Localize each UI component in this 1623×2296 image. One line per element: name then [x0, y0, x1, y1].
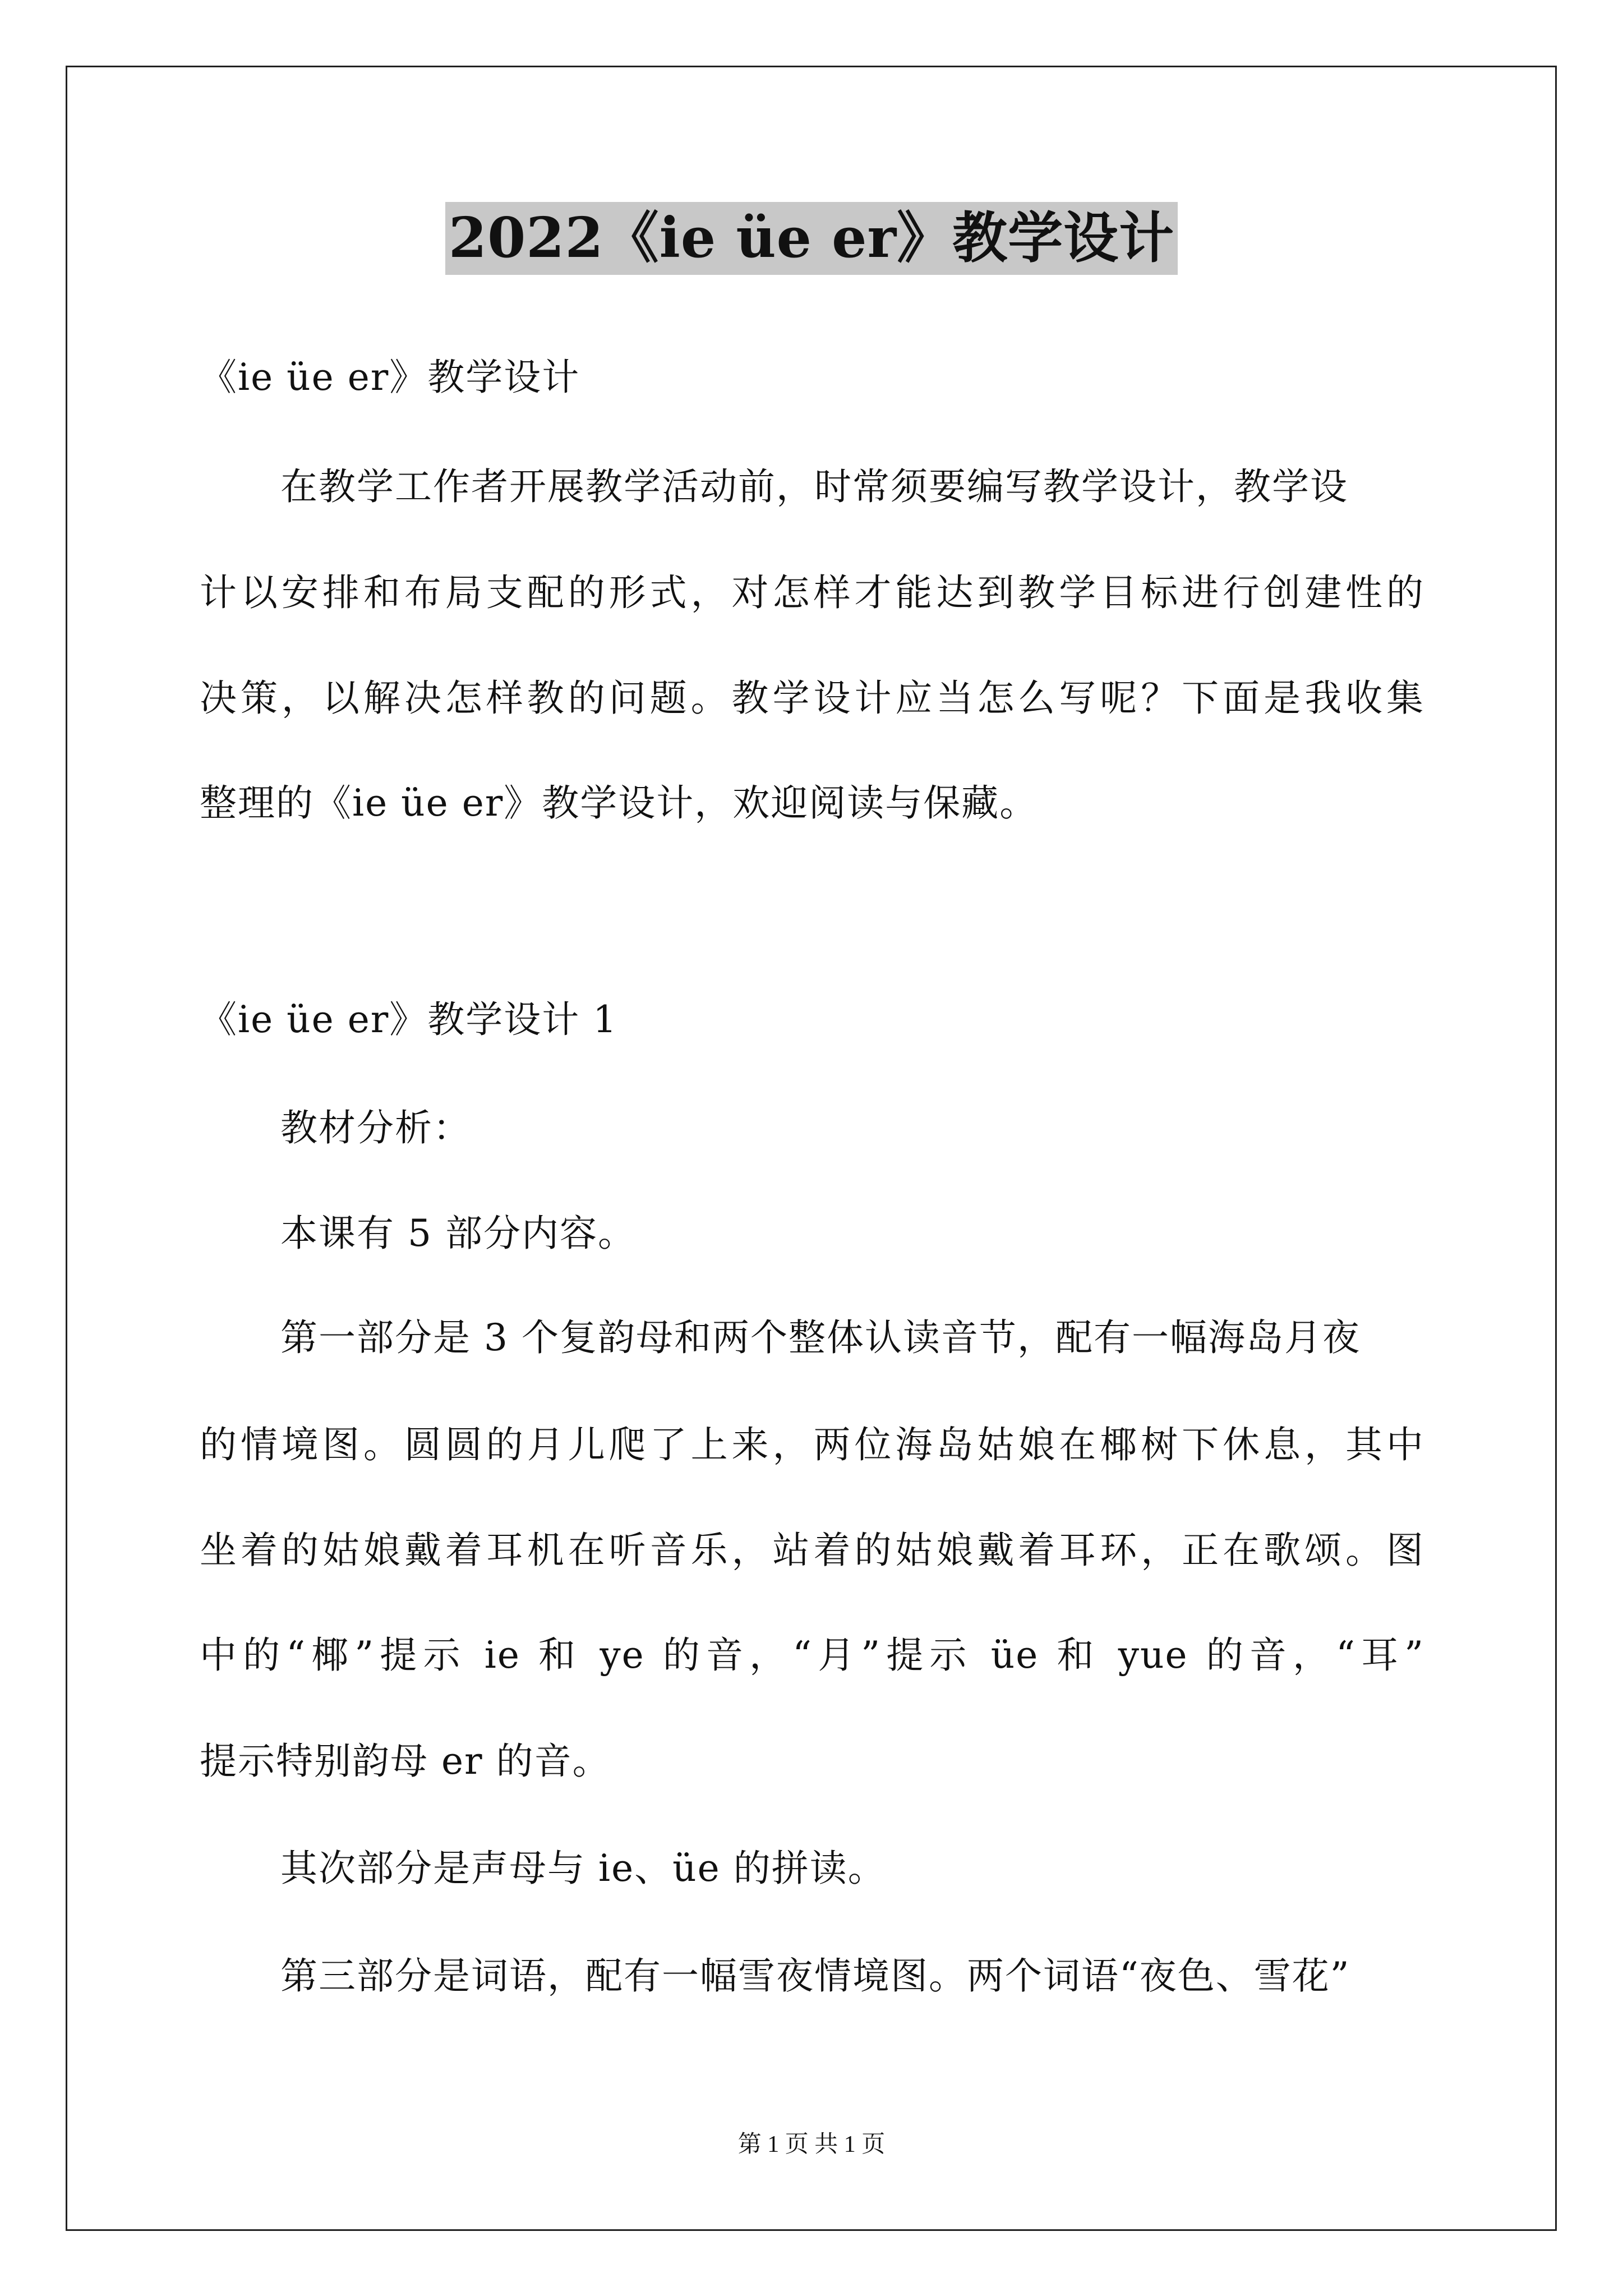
intro-line-4: 整理的《ie üe er》教学设计，欢迎阅读与保藏。: [200, 781, 1038, 825]
part2-line: 其次部分是声母与 ie、üe 的拼读。: [280, 1847, 886, 1890]
title-container: [0, 202, 1623, 275]
part1-line-1: 第一部分是 3 个复韵母和两个整体认读音节，配有一幅海岛月夜: [280, 1316, 1361, 1359]
section-heading: 《ie üe er》教学设计 1: [200, 998, 618, 1041]
part1-line-5: 提示特别韵母 er 的音。: [200, 1740, 611, 1783]
part1-line-3: 坐着的姑娘戴着耳机在听音乐，站着的姑娘戴着耳环，正在歌颂。图: [200, 1529, 1424, 1572]
part1-line-2: 的情境图。圆圆的月儿爬了上来，两位海岛姑娘在椰树下休息，其中: [200, 1423, 1424, 1466]
document-title: 2022《ie üe er》教学设计: [445, 202, 1178, 275]
intro-line-1: 在教学工作者开展教学活动前，时常须要编写教学设计，教学设: [280, 465, 1348, 508]
intro-line-3: 决策，以解决怎样教的问题。教学设计应当怎么写呢？下面是我收集: [200, 677, 1424, 720]
content-count: 本课有 5 部分内容。: [280, 1212, 636, 1255]
part1-line-4: 中的“椰”提示 ie 和 ye 的音，“月”提示 üe 和 yue 的音，“耳”: [200, 1634, 1424, 1677]
subtitle: 《ie üe er》教学设计: [200, 356, 580, 399]
page-footer: 第 1 页 共 1 页: [737, 2132, 886, 2157]
part3-line: 第三部分是词语，配有一幅雪夜情境图。两个词语“夜色、雪花”: [280, 1954, 1350, 1998]
intro-line-2: 计以安排和布局支配的形式，对怎样才能达到教学目标进行创建性的: [200, 571, 1424, 614]
analysis-label: 教材分析：: [280, 1106, 471, 1149]
